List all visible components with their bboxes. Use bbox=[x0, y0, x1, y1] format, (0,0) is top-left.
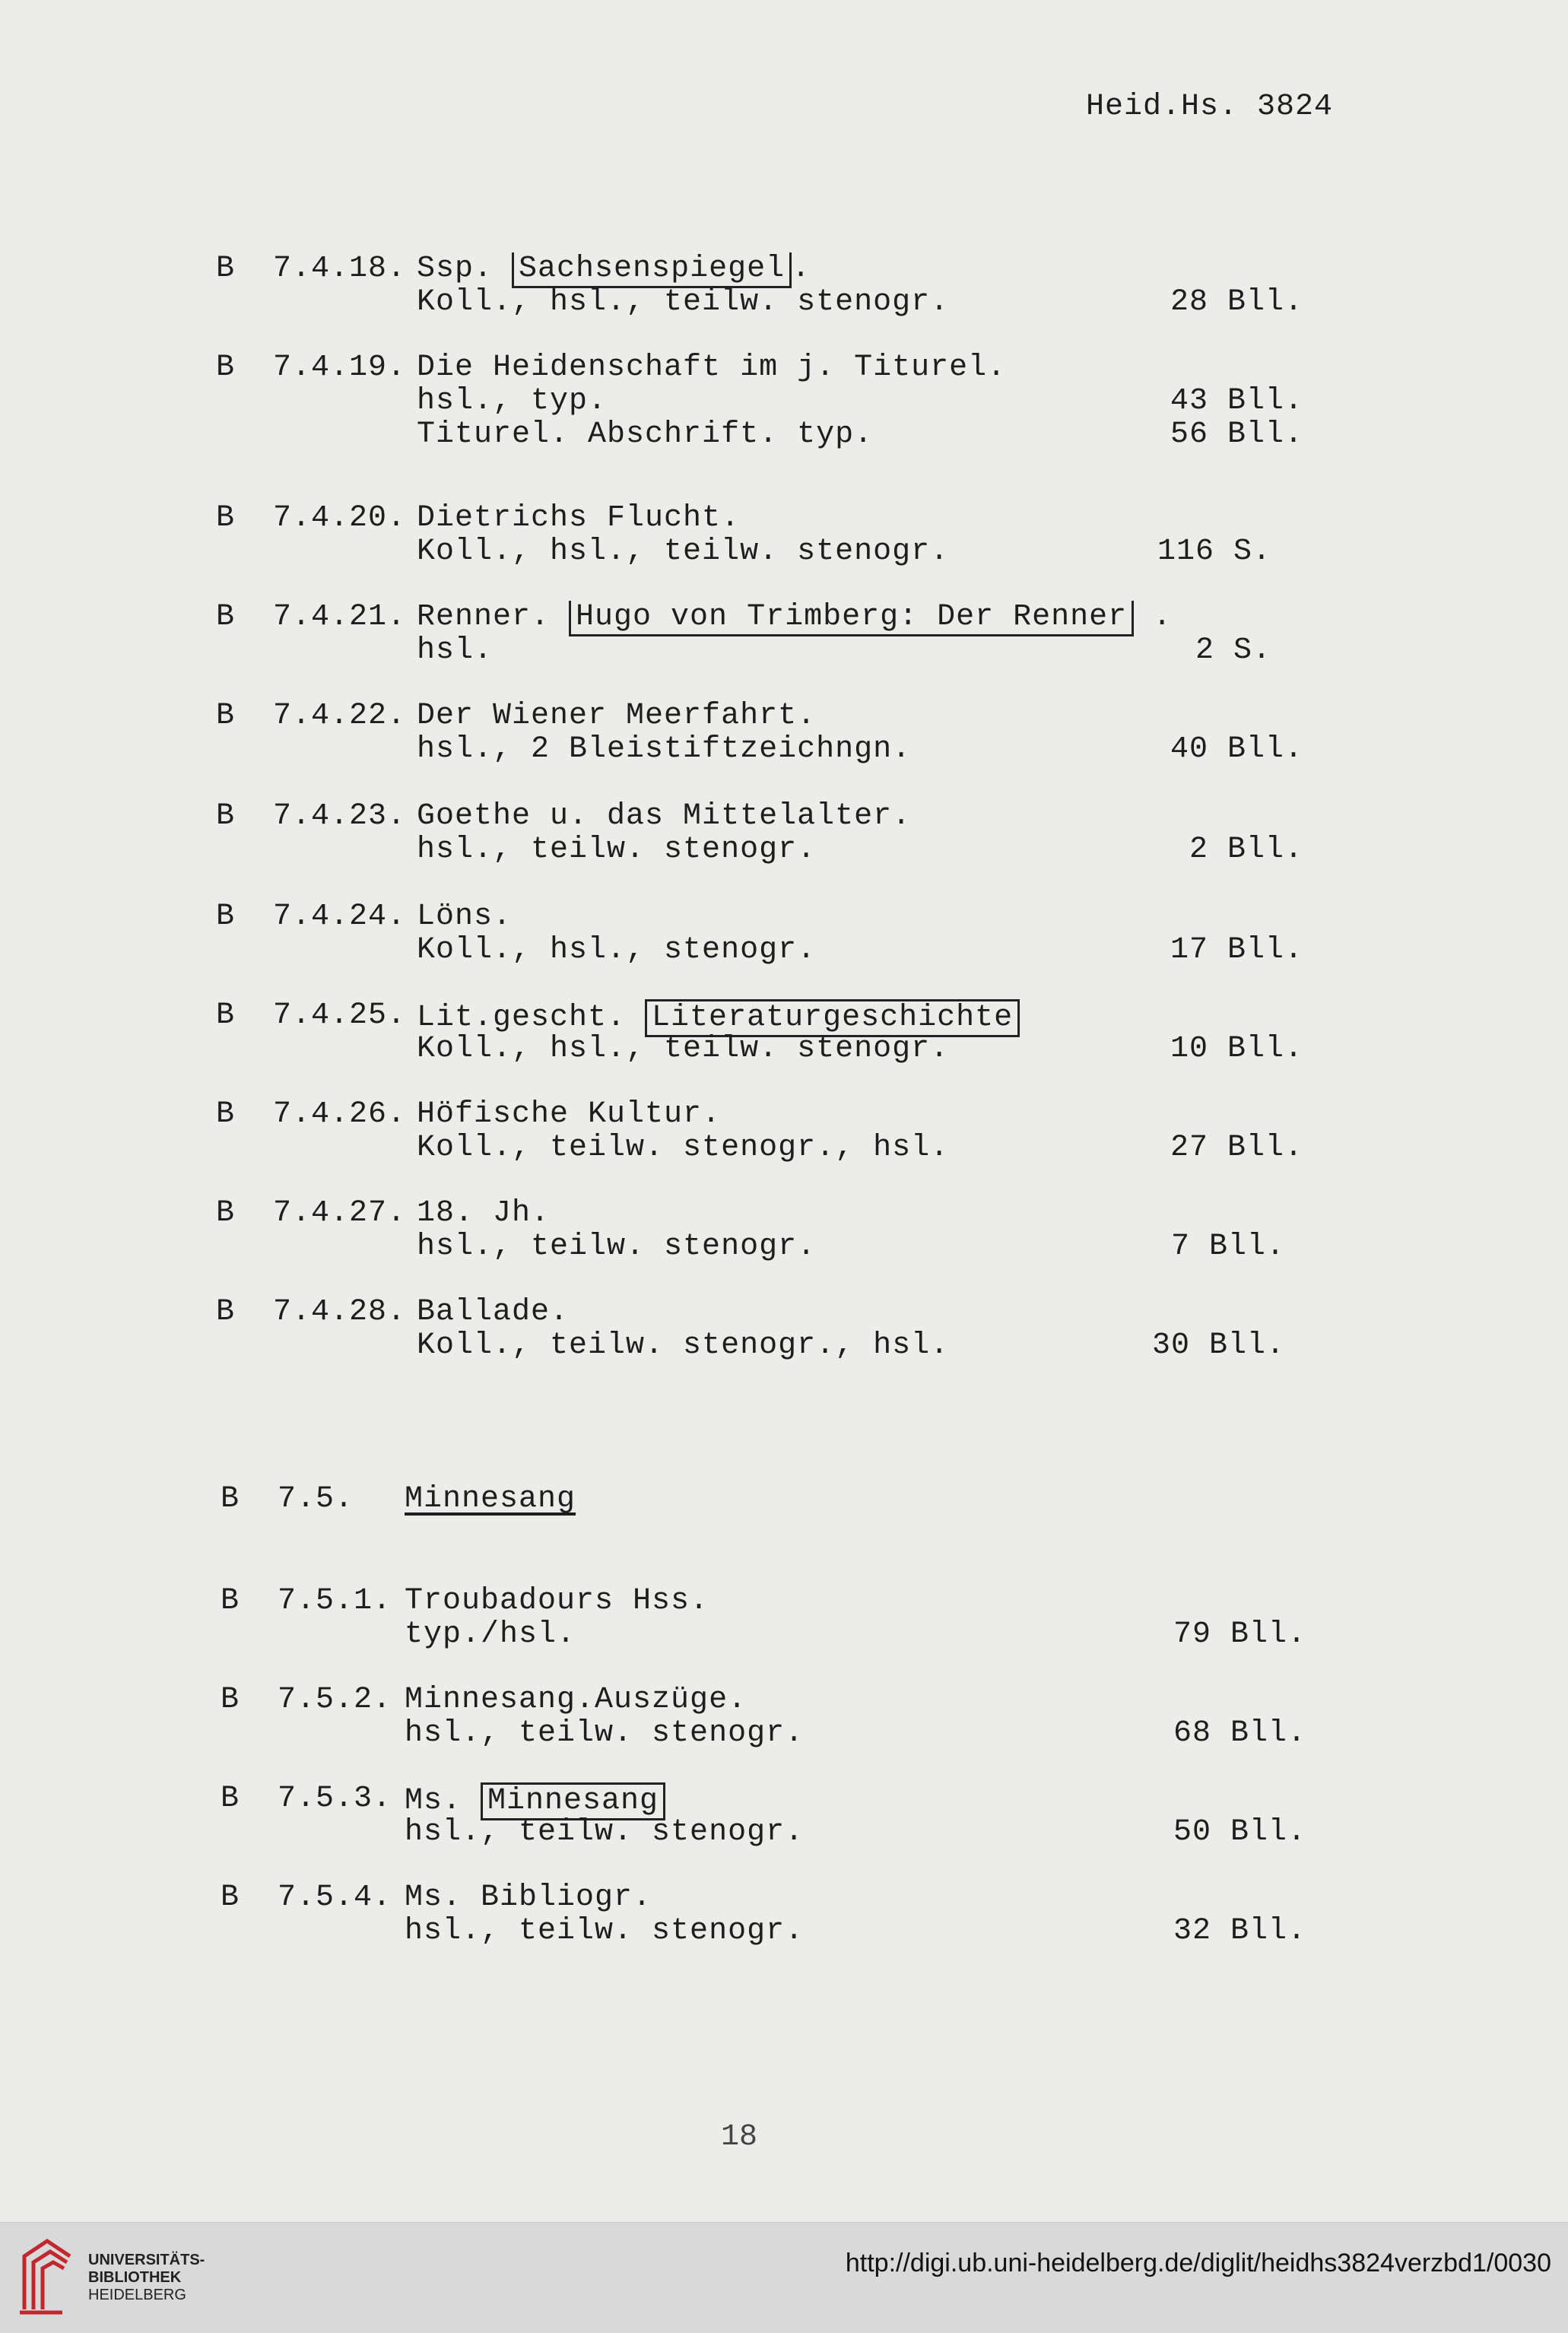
entry-title bbox=[417, 1197, 550, 1230]
entry-leaf-count: 79 Bll. bbox=[1173, 1617, 1306, 1652]
entry-title-text: Minnesang.Auszüge. bbox=[405, 1683, 747, 1717]
entry-title-text: Ballade. bbox=[417, 1295, 570, 1329]
entry-description: typ./hsl. bbox=[405, 1617, 576, 1652]
entry-description: Titurel. Abschrift. typ. bbox=[417, 417, 874, 452]
entry-signature: B 7.4.22. bbox=[216, 699, 407, 733]
logo-line-1: UNIVERSITÄTS- bbox=[88, 2252, 205, 2268]
entry-bracket-note: Hugo von Trimberg: Der Renner bbox=[569, 601, 1134, 636]
entry-bracket-note: Minnesang bbox=[481, 1782, 665, 1820]
entry-title-text: Der Wiener Meerfahrt. bbox=[417, 699, 817, 733]
entry-title bbox=[417, 1098, 721, 1132]
entry-title bbox=[417, 1296, 569, 1329]
entry-signature: B 7.5.2. bbox=[221, 1683, 392, 1717]
entry-signature: B 7.4.23. bbox=[216, 799, 407, 833]
library-logo-text bbox=[88, 2252, 205, 2304]
entry-bracket-note: Sachsenspiegel bbox=[512, 252, 792, 288]
permalink-url[interactable]: http://digi.ub.uni-heidelberg.de/diglit/heidhs3824verzbd1/0030 bbox=[845, 2249, 1551, 2277]
entry-leaf-count: 17 Bll. bbox=[1170, 933, 1303, 967]
entry-description: Koll., teilw. stenogr., hsl. bbox=[417, 1328, 950, 1363]
entry-title bbox=[405, 1881, 652, 1915]
entry-description: hsl., teilw. stenogr. bbox=[417, 1230, 817, 1264]
entry-title-text: Lit.gescht. bbox=[417, 1001, 646, 1035]
entry-title bbox=[417, 800, 911, 833]
entry-leaf-count: 2 S. bbox=[1195, 633, 1271, 668]
entry-description: Koll., hsl., teilw. stenogr. bbox=[417, 535, 950, 569]
entry-description: hsl., teilw. stenogr. bbox=[417, 833, 817, 867]
entry-title bbox=[417, 502, 740, 535]
entry-bracket-note: Literaturgeschichte bbox=[645, 999, 1020, 1037]
entry-description: hsl., teilw. stenogr. bbox=[405, 1815, 805, 1849]
entry-signature: B 7.4.26. bbox=[216, 1097, 407, 1132]
entry-title bbox=[417, 900, 512, 934]
entry-leaf-count: 68 Bll. bbox=[1173, 1716, 1306, 1751]
entry-title bbox=[417, 351, 1006, 385]
entry-leaf-count: 10 Bll. bbox=[1170, 1032, 1303, 1066]
entry-description: Koll., hsl., teilw. stenogr. bbox=[417, 285, 950, 319]
entry-leaf-count: 116 S. bbox=[1157, 535, 1271, 569]
entry-leaf-count: 2 Bll. bbox=[1189, 833, 1303, 867]
entry-signature: B 7.4.20. bbox=[216, 501, 407, 535]
entry-signature: B 7.4.19. bbox=[216, 351, 407, 385]
entry-leaf-count: 40 Bll. bbox=[1170, 732, 1303, 767]
manuscript-reference: Heid.Hs. 3824 bbox=[1086, 90, 1334, 124]
entry-signature: B 7.5.3. bbox=[221, 1782, 392, 1816]
logo-line-2: BIBLIOTHEK bbox=[88, 2269, 182, 2286]
entry-leaf-count: 32 Bll. bbox=[1173, 1914, 1306, 1948]
entry-title-text: Renner. bbox=[417, 600, 570, 634]
entry-description: hsl., teilw. stenogr. bbox=[405, 1914, 805, 1948]
entry-title-suffix: . bbox=[1134, 600, 1173, 634]
entry-leaf-count: 27 Bll. bbox=[1170, 1131, 1303, 1165]
entry-leaf-count: 56 Bll. bbox=[1170, 417, 1303, 452]
entry-leaf-count: 43 Bll. bbox=[1170, 384, 1303, 418]
entry-leaf-count: 50 Bll. bbox=[1173, 1815, 1306, 1849]
entry-title bbox=[405, 1585, 709, 1618]
section-signature: B 7.5. bbox=[221, 1482, 354, 1516]
entry-title-text: Ms. Bibliogr. bbox=[405, 1881, 652, 1915]
entry-description: hsl., teilw. stenogr. bbox=[405, 1716, 805, 1751]
entry-signature: B 7.4.27. bbox=[216, 1196, 407, 1230]
entry-title bbox=[405, 1684, 747, 1717]
entry-description: Koll., hsl., stenogr. bbox=[417, 933, 817, 967]
entry-description: hsl., typ. bbox=[417, 384, 608, 418]
entry-description: Koll., hsl., teilw. stenogr. bbox=[417, 1032, 950, 1066]
logo-line-3: HEIDELBERG bbox=[88, 2287, 186, 2303]
entry-signature: B 7.5.1. bbox=[221, 1584, 392, 1618]
entry-title-text: Goethe u. das Mittelalter. bbox=[417, 799, 912, 833]
entry-title-text: Dietrichs Flucht. bbox=[417, 501, 741, 535]
entry-title-text: Die Heidenschaft im j. Titurel. bbox=[417, 351, 1007, 385]
entry-signature: B 7.4.21. bbox=[216, 600, 407, 634]
entry-signature: B 7.4.18. bbox=[216, 252, 407, 286]
entry-signature: B 7.4.24. bbox=[216, 900, 407, 934]
entry-leaf-count: 28 Bll. bbox=[1170, 285, 1303, 319]
entry-description: hsl., 2 Bleistiftzeichngn. bbox=[417, 732, 912, 767]
entry-description: Koll., teilw. stenogr., hsl. bbox=[417, 1131, 950, 1165]
entry-leaf-count: 7 Bll. bbox=[1170, 1230, 1285, 1264]
footer-bar bbox=[0, 2222, 1568, 2333]
entry-title-text: Troubadours Hss. bbox=[405, 1584, 709, 1618]
entry-title-text: Löns. bbox=[417, 900, 513, 934]
entry-title bbox=[417, 601, 1172, 636]
entry-description: hsl. bbox=[417, 633, 494, 668]
entry-title-text: 18. Jh. bbox=[417, 1196, 551, 1230]
entry-signature: B 7.5.4. bbox=[221, 1881, 392, 1915]
page-number: 18 bbox=[721, 2120, 758, 2154]
entry-signature: B 7.4.25. bbox=[216, 998, 407, 1033]
library-logo-icon bbox=[17, 2233, 79, 2317]
entry-title bbox=[417, 700, 816, 733]
entry-title-text: Ssp. bbox=[417, 252, 513, 286]
section-title: Minnesang bbox=[405, 1482, 576, 1516]
entry-title-text: Höfische Kultur. bbox=[417, 1097, 722, 1132]
entry-title bbox=[417, 252, 811, 288]
entry-leaf-count: 30 Bll. bbox=[1151, 1328, 1285, 1363]
entry-signature: B 7.4.28. bbox=[216, 1295, 407, 1329]
entry-title-suffix: . bbox=[792, 252, 811, 286]
entry-title-text: Ms. bbox=[405, 1784, 481, 1818]
